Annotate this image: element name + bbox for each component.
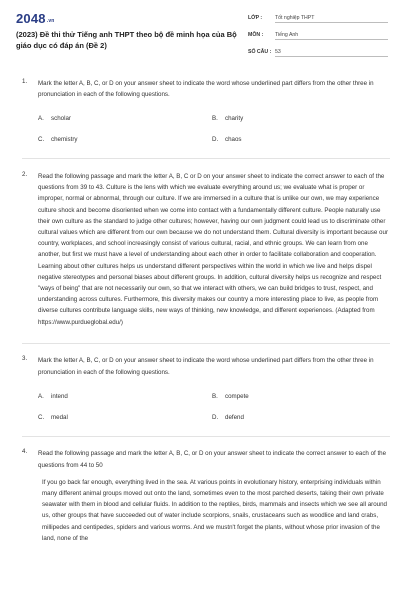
meta-value: Tốt nghiệp THPT <box>275 11 388 23</box>
option-c[interactable] <box>38 414 212 421</box>
question-2 <box>22 171 390 328</box>
question-text: Mark the letter A, B, C, or D on your answer sheet to indicate the word whose underlined part differs from the other three in pronunciation in each of the following questions. <box>38 80 374 99</box>
option-b[interactable] <box>212 393 386 400</box>
exam-title: (2023) Đề thi thử Tiếng anh THPT theo bộ đề minh họa của Bộ giáo dục có đáp án (Đề 2) <box>16 30 237 50</box>
option-letter: B. <box>212 392 218 400</box>
question-4 <box>22 448 390 544</box>
meta-row-class <box>248 11 388 28</box>
option-letter: C. <box>38 136 45 144</box>
option-text: chemistry <box>51 136 78 144</box>
option-d[interactable] <box>212 136 386 143</box>
reading-passage: If you go back far enough, everything lived in the sea. At various points in evolutionary history, enterprising individuals within many different animal groups moved out onto the land, sometimes even to the most parched deserts, taking their own private seawater with them in blood and cellular fluids. In addition to the reptiles, birds, mammals and insects which we see all around us, other groups that have succeeded out of water include scorpions, snails, crustaceans such as woodlice and land crabs, millipedes and centipedes, spiders and various worms. And we mustn't forget the plants, without whose prior invasion of the land, none of the <box>42 478 387 542</box>
meta-label: LỚP : <box>248 15 263 21</box>
logo-tld: .vn <box>46 18 55 24</box>
site-logo[interactable] <box>16 11 55 26</box>
option-c[interactable] <box>38 136 212 143</box>
option-text: scholar <box>51 115 71 123</box>
meta-value: 53 <box>275 45 388 57</box>
option-b[interactable] <box>212 115 386 122</box>
option-letter: C. <box>38 413 45 421</box>
question-text: Read the following passage and mark the letter A, B, C or D on your answer sheet to indicate the correct answer to each of the questions from 39 to 43. Culture is the lens with which we evaluate everything around us; we evaluate what is proper or improper, normal or abnormal, through our culture. If we are immersed in a culture that is unlike our own, we may experience culture shock and become disoriented when we come into contact with a fundamentally different culture. People naturally use their own culture as the standard to judge other cultures; however, having our own judgment could lead us to discriminate other cultural values which are different from our own because we do not understand them. Cultural diversity is important because our country, workplaces, and school increasingly consist of various cultural, racial, and ethnic groups. We can learn from one another, but first we must have a level of understanding about each other in order to facilitate collaboration and cooperation. Learning about other cultures helps us understand different perspectives within the world in which we live and helps dispel negative stereotypes and personal biases about different groups. In addition, cultural diversity helps us recognize and respect "ways of being" that are not necessarily our own, so that we interact with others, we can build bridges to trust, respect, and understanding across cultures. Furthermore, this diversity makes our country a more interesting place to live, as people from diverse cultures contribute language skills, new ways of thinking, new knowledge, and different experiences. (Adapted from https://www.purdueglobal.edu/) <box>38 173 389 326</box>
question-3 <box>22 355 390 377</box>
option-text: intend <box>51 392 68 400</box>
answer-options <box>22 393 390 421</box>
divider <box>22 343 390 344</box>
option-a[interactable] <box>38 393 212 400</box>
meta-row-count <box>248 45 388 62</box>
meta-label: SỐ CÂU : <box>248 49 272 55</box>
option-letter: A. <box>38 392 44 400</box>
question-1 <box>22 78 390 100</box>
question-number: 2. <box>22 171 28 178</box>
exam-meta <box>248 11 388 62</box>
option-a[interactable] <box>38 115 212 122</box>
option-text: compete <box>225 392 249 400</box>
answer-options <box>22 115 390 143</box>
question-number: 4. <box>22 448 28 456</box>
page-header <box>0 0 400 62</box>
question-list <box>22 78 390 544</box>
option-text: defend <box>225 413 244 421</box>
option-text: charity <box>225 115 244 123</box>
option-letter: D. <box>212 413 219 421</box>
divider <box>22 158 390 159</box>
question-text: Read the following passage and mark the letter A, B, C, or D on your answer sheet to indicate the correct answer to each of the questions from 44 to 50 <box>38 450 387 469</box>
meta-row-subject <box>248 28 388 45</box>
question-number: 1. <box>22 78 28 85</box>
meta-value: Tiếng Anh <box>275 28 388 40</box>
option-d[interactable] <box>212 414 386 421</box>
option-text: medal <box>51 413 68 421</box>
question-text: Mark the letter A, B, C, or D on your answer sheet to indicate the word whose underlined part differs from the other three in pronunciation in each of the following questions. <box>38 357 374 376</box>
option-text: chaos <box>225 136 242 144</box>
option-letter: A. <box>38 115 44 123</box>
question-number: 3. <box>22 355 28 363</box>
option-letter: B. <box>212 115 218 123</box>
meta-label: MÔN : <box>248 32 264 38</box>
option-letter: D. <box>212 136 219 144</box>
divider <box>22 436 390 437</box>
logo-main: 2048 <box>16 11 46 26</box>
